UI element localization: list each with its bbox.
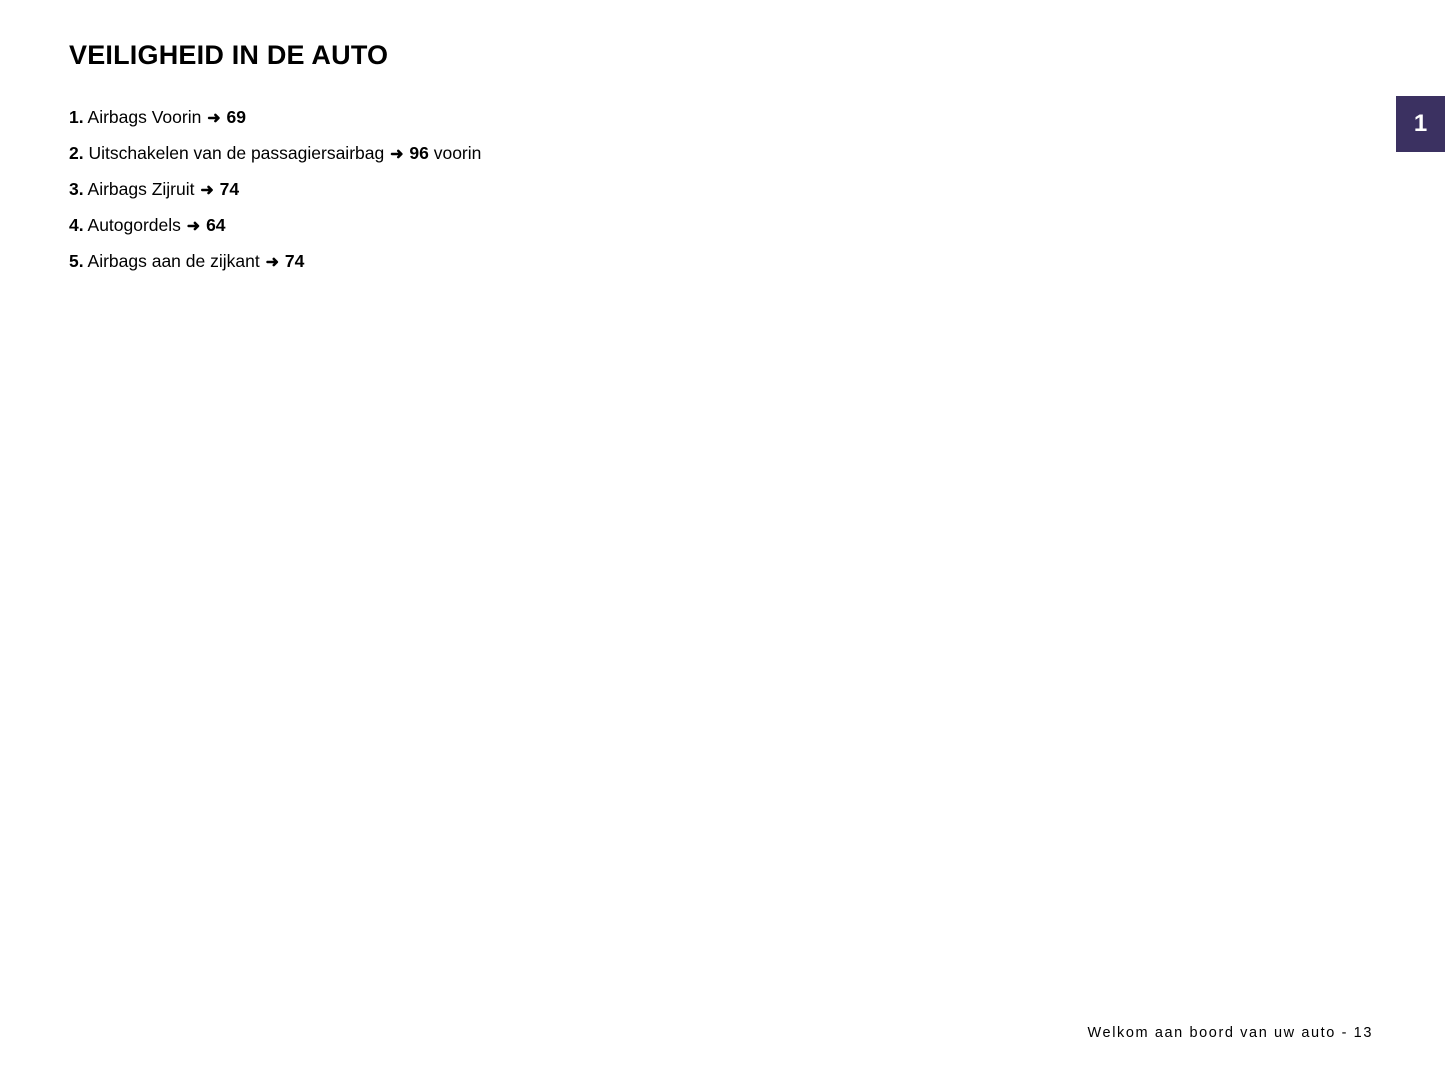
list-item[interactable]: [69, 100, 1269, 136]
list-item-page: 69: [226, 107, 246, 127]
list-item-page: 74: [284, 251, 305, 271]
list-item[interactable]: [69, 244, 1269, 280]
list-item[interactable]: [69, 136, 1269, 172]
list-item-number: 4.: [69, 215, 84, 235]
list-item-number: 5.: [69, 251, 84, 271]
list-item-number: 2.: [69, 143, 84, 163]
list-item-page: 96: [409, 143, 429, 163]
list-item-label: Airbags Zijruit: [87, 179, 195, 199]
list-item-label: Airbags Voorin: [87, 107, 202, 127]
list-item-label: Airbags aan de zijkant: [87, 251, 260, 271]
list-item-page: 64: [206, 215, 226, 235]
list-item[interactable]: [69, 208, 1269, 244]
chapter-tab-number: 1: [1413, 110, 1428, 137]
table-of-contents: [69, 100, 1269, 280]
arrow-right-icon: ➜: [207, 110, 221, 127]
page-footer: Welkom aan boord van uw auto - 13: [1087, 1025, 1373, 1041]
list-item-label: Uitschakelen van de passagiersairbag: [88, 143, 385, 163]
arrow-right-icon: ➜: [390, 146, 404, 163]
list-item-suffix: voorin: [433, 143, 482, 163]
list-item-number: 3.: [69, 179, 84, 199]
chapter-tab: [1396, 96, 1445, 152]
list-item[interactable]: [69, 172, 1269, 208]
arrow-right-icon: ➜: [200, 182, 214, 199]
list-item-page: 74: [219, 179, 240, 199]
list-item-number: 1.: [69, 107, 84, 127]
arrow-right-icon: ➜: [186, 218, 201, 235]
list-item-label: Autogordels: [87, 215, 181, 235]
arrow-right-icon: ➜: [265, 254, 279, 271]
page-title: VEILIGHEID IN DE AUTO: [69, 40, 389, 70]
